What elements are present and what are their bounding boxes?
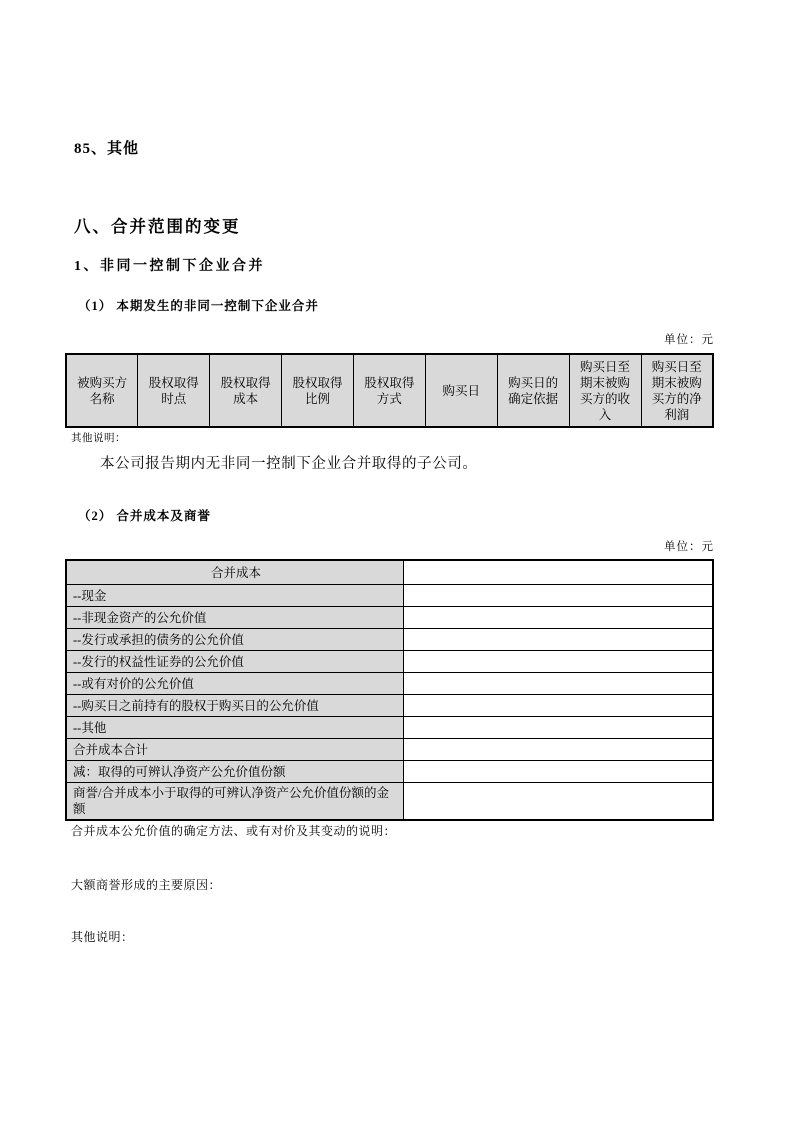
- row-label-previously-held-equity: --购买日之前持有的股权于购买日的公允价值: [66, 694, 404, 716]
- heading-item-2: （2） 合并成本及商誉: [78, 509, 211, 523]
- col-equity-cost: 股权取得成本: [210, 354, 282, 427]
- row-label-contingent-consideration: --或有对价的公允价值: [66, 672, 404, 694]
- row-label-less-identifiable-net-assets: 减：取得的可辨认净资产公允价值份额: [66, 760, 404, 782]
- unit-label-table1: 单位：元: [664, 334, 714, 346]
- other-note-label-bottom: 其他说明：: [71, 930, 134, 944]
- col-equity-method: 股权取得方式: [354, 354, 426, 427]
- business-combination-table: [65, 353, 714, 428]
- table-row: [66, 694, 713, 716]
- goodwill-reason-note: 大额商誉形成的主要原因：: [71, 878, 222, 892]
- other-note-label-top: 其他说明：: [71, 433, 126, 444]
- value-cell: [404, 760, 714, 782]
- value-cell: [404, 738, 714, 760]
- value-cell: [404, 584, 714, 606]
- value-cell: [404, 716, 714, 738]
- unit-label-table2: 单位：元: [664, 541, 714, 553]
- value-cell: [404, 560, 714, 584]
- table-row: [66, 672, 713, 694]
- value-cell: [404, 606, 714, 628]
- combination-cost-header: 合并成本: [66, 560, 404, 584]
- value-cell: [404, 650, 714, 672]
- row-label-equity-securities-fair-value: --发行的权益性证券的公允价值: [66, 650, 404, 672]
- table-row: [66, 560, 713, 584]
- row-label-goodwill: 商誉/合并成本小于取得的可辨认净资产公允价值份额的金额: [66, 782, 404, 820]
- table-row: [66, 606, 713, 628]
- row-label-other: --其他: [66, 716, 404, 738]
- heading-item-1: （1） 本期发生的非同一控制下企业合并: [78, 299, 319, 313]
- col-acquiree-name: 被购买方名称: [66, 354, 138, 427]
- table-row: [66, 760, 713, 782]
- value-cell: [404, 782, 714, 820]
- table-row: [66, 650, 713, 672]
- table-row: [66, 782, 713, 820]
- row-label-debt-fair-value: --发行或承担的债务的公允价值: [66, 628, 404, 650]
- table-row: [66, 716, 713, 738]
- value-cell: [404, 694, 714, 716]
- combination-cost-table: [65, 559, 714, 821]
- table-row: [66, 628, 713, 650]
- col-revenue-since-purchase: 购买日至期末被购买方的收入: [569, 354, 641, 427]
- row-label-total-cost: 合并成本合计: [66, 738, 404, 760]
- col-purchase-date-basis: 购买日的确定依据: [497, 354, 569, 427]
- row-label-cash: --现金: [66, 584, 404, 606]
- col-equity-ratio: 股权取得比例: [282, 354, 354, 427]
- value-cell: [404, 672, 714, 694]
- col-net-profit-since-purchase: 购买日至期末被购买方的净利润: [641, 354, 713, 427]
- col-purchase-date: 购买日: [425, 354, 497, 427]
- table-row: [66, 584, 713, 606]
- row-label-noncash-fair-value: --非现金资产的公允价值: [66, 606, 404, 628]
- col-equity-time: 股权取得时点: [138, 354, 210, 427]
- heading-sub-1: 1、非同一控制下企业合并: [74, 259, 265, 274]
- value-cell: [404, 628, 714, 650]
- table-row: [66, 738, 713, 760]
- fair-value-method-note: 合并成本公允价值的确定方法、或有对价及其变动的说明：: [71, 824, 397, 838]
- heading-85-other: 85、其他: [74, 141, 140, 157]
- heading-section-8: 八、合并范围的变更: [74, 217, 241, 236]
- no-combination-paragraph: 本公司报告期内无非同一控制下企业合并取得的子公司。: [100, 456, 478, 472]
- table-header-row: [66, 354, 713, 427]
